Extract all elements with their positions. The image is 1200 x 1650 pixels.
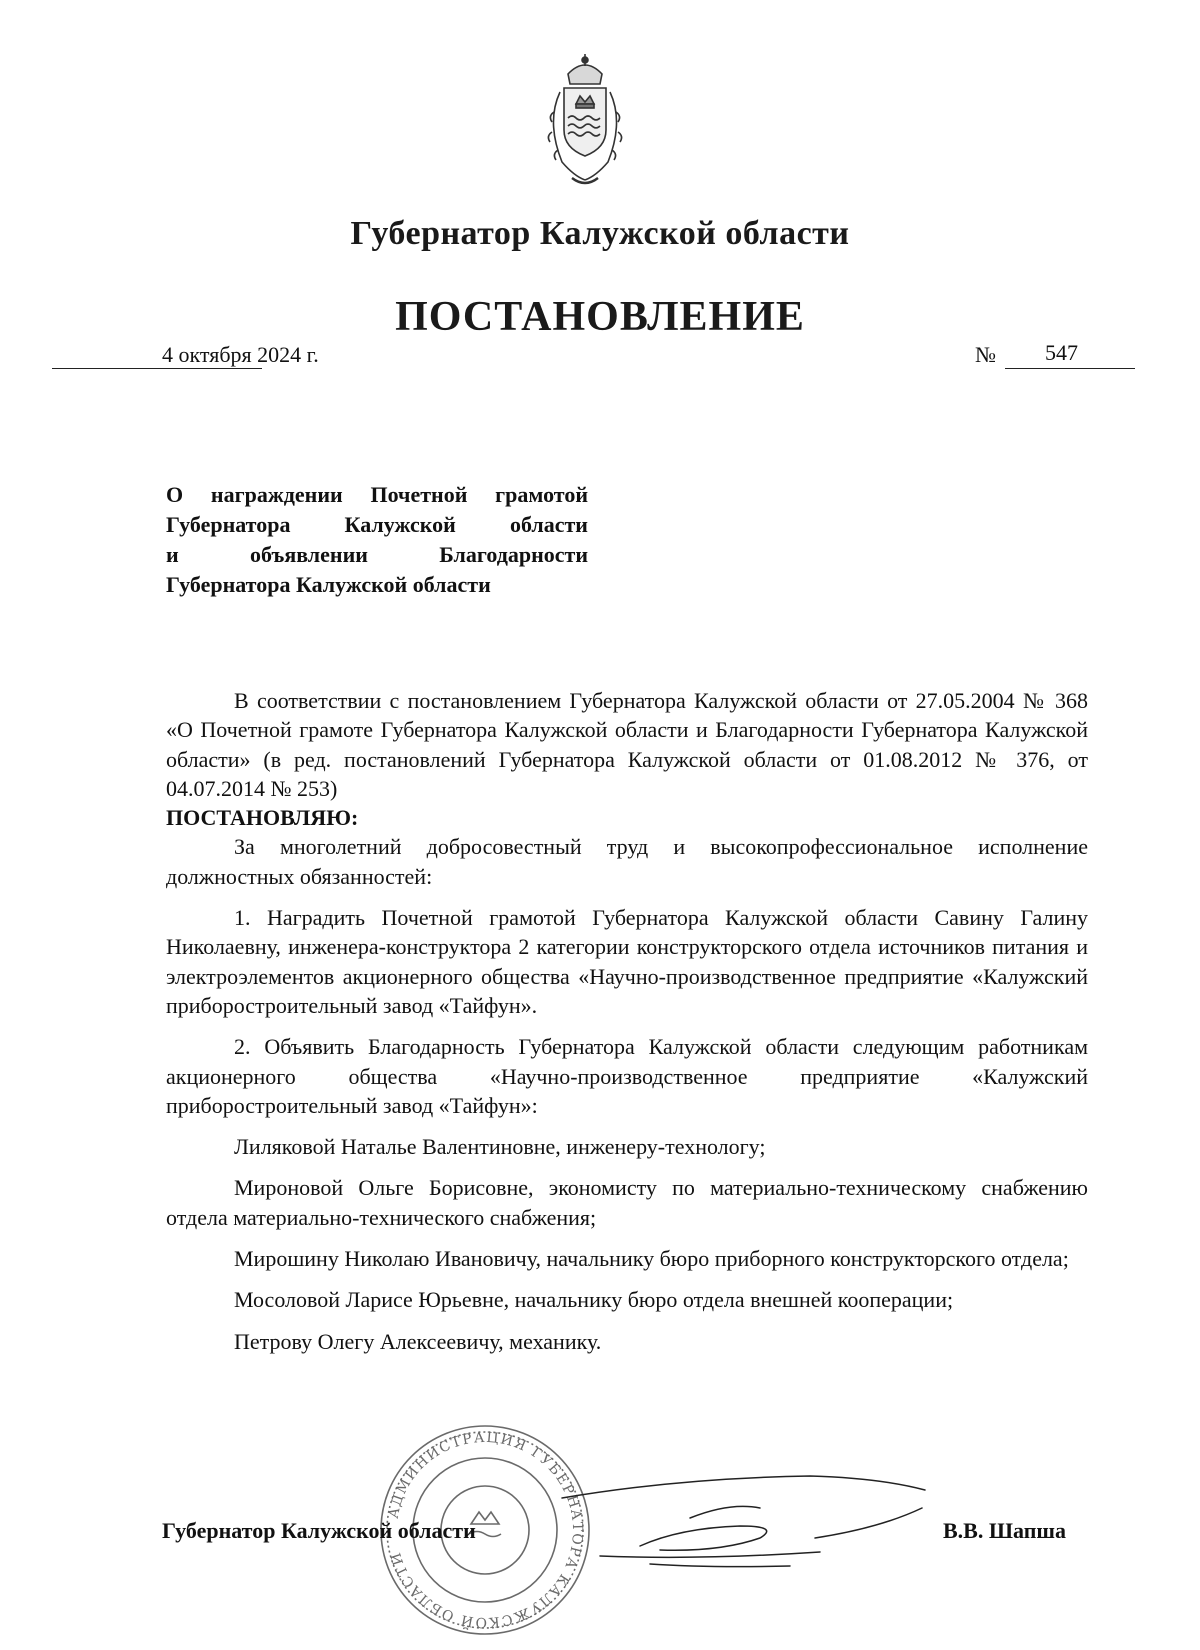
subject-line: О награждении Почетной грамотой <box>166 482 588 507</box>
recipient-item: Мироновой Ольге Борисовне, экономисту по материально-техническому снабжению отдела материально-технического снабжения; <box>166 1175 1088 1230</box>
document-date: 4 октября 2024 г. <box>162 342 319 367</box>
recipient-item: Мосоловой Ларисе Юрьевне, начальнику бюро отдела внешней кооперации; <box>234 1287 954 1313</box>
subject-line: и объявлении Благодарности <box>166 542 588 567</box>
signatory-name: В.В. Шапша <box>943 1518 1066 1543</box>
recipient-item: Петрову Олегу Алексеевичу, механику. <box>234 1328 602 1354</box>
item-2-paragraph: 2. Объявить Благодарность Губернатора Калужской области следующим работникам акционерного общества «Научно-производственное предприятие «Калужский приборостроительный завод «Тайфун»: <box>166 1034 1088 1118</box>
recipient-item: Лиляковой Наталье Валентиновне, инженеру-технологу; <box>234 1134 766 1160</box>
item-1-paragraph: 1. Наградить Почетной грамотой Губернатора Калужской области Савину Галину Николаевну, инженера-конструктора 2 категории конструкторского отдела источников питания и электроэлементов акционерного общества «Научно-производственное предприятие «Калужский приборостроительный завод «Тайфун». <box>166 905 1088 1018</box>
subject-line: Губернатора Калужской области <box>166 572 491 597</box>
handwritten-signature-icon <box>560 1468 930 1578</box>
svg-text:АДМИНИСТРАЦИЯ ГУБЕРНАТОРА КАЛУ: АДМИНИСТРАЦИЯ ГУБЕРНАТОРА КАЛУЖСКОЙ ОБЛАСТИ <box>385 1429 586 1631</box>
document-subject <box>166 480 588 600</box>
number-underline <box>1005 368 1135 369</box>
issuer-title: Губернатор Калужской области <box>350 215 850 252</box>
date-underline <box>52 368 262 369</box>
preamble-paragraph: В соответствии с постановлением Губернатора Калужской области от 27.05.2004 № 368 «О Почетной грамоте Губернатора Калужской области и Благодарности Губернатора Калужской области» (в ред. постановлений Губернатора Калужской области от 01.08.2012 № 376, от 04.07.2014 № 253) <box>166 688 1088 801</box>
signatory-title: Губернатор Калужской области <box>162 1518 476 1543</box>
document-type-heading: ПОСТАНОВЛЕНИЕ <box>395 294 805 340</box>
recipient-item: Мирошину Николаю Ивановичу, начальнику бюро приборного конструкторского отдела; <box>234 1246 1069 1272</box>
reason-paragraph: За многолетний добросовестный труд и высокопрофессиональное исполнение должностных обязанностей: <box>166 834 1088 889</box>
subject-line: Губернатора Калужской области <box>166 512 588 537</box>
document-number: 547 <box>1045 340 1078 365</box>
number-label: № <box>975 342 996 367</box>
coat-of-arms-icon <box>530 52 640 192</box>
document-body <box>166 686 1088 1356</box>
decree-word: ПОСТАНОВЛЯЮ: <box>166 805 359 831</box>
